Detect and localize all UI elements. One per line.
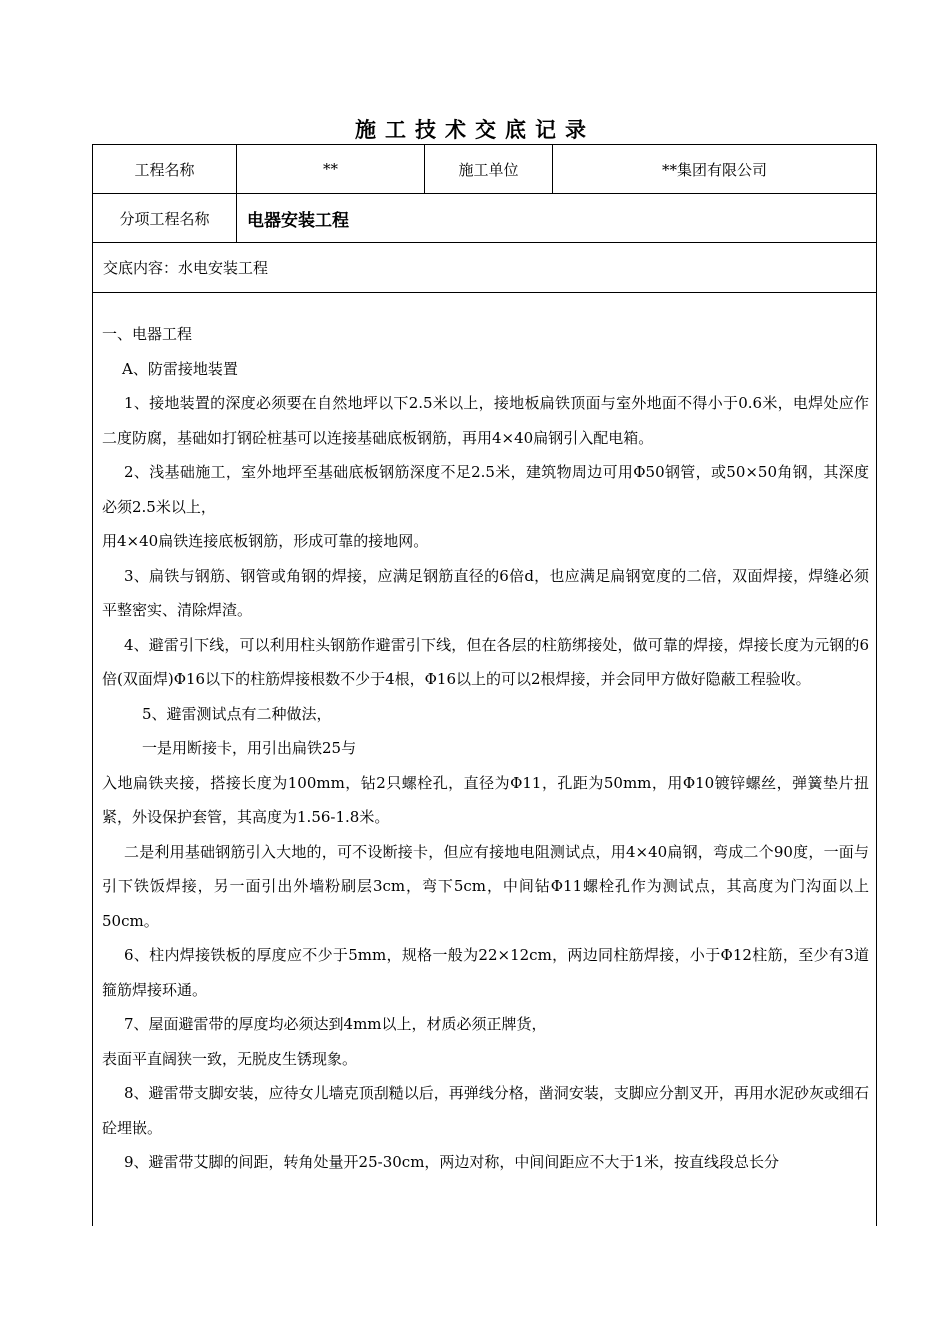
sub-project-value: 电器安装工程 [247,210,349,231]
section-heading: 一、电器工程 [102,325,193,343]
page-title: 施工技术交底记录 [355,118,595,142]
disclosure-body [93,317,878,1180]
paragraph: 一是用断接卡，用引出扁铁25与 [142,739,357,757]
paragraph: 2、浅基础施工，室外地坪至基础底板钢筋深度不足2.5米，建筑物周边可用Φ50钢管，或50×50角钢，其深度必须2.5米以上， [102,463,869,516]
paragraph: 4、避雷引下线，可以利用柱头钢筋作避雷引下线，但在各层的柱筋绑接处，做可靠的焊接，焊接长度为元钢的6倍(双面焊)Φ16以下的柱筋焊接根数不少于4根，Φ16以上的可以2根焊接，并会同甲方做好隐蔽工程验收。 [102,635,869,688]
paragraph: 二是利用基础钢筋引入大地的，可不设断接卡，但应有接地电阻测试点，用4×40扁钢，弯成二个90度，一面与引下铁饭焊接，另一面引出外墙粉刷层3cm，弯下5cm，中间钻Φ11螺栓孔作为测试点，其高度为门沟面以上50cm。 [102,842,869,930]
paragraph: 用4×40扁铁连接底板钢筋，形成可靠的接地网。 [102,532,429,550]
table-row [93,194,876,243]
project-name-value: ** [237,145,425,193]
project-name-label: 工程名称 [93,145,237,193]
paragraph: 1、接地装置的深度必须要在自然地坪以下2.5米以上，接地板扁铁顶面与室外地面不得小于0.6米，电焊处应作二度防腐，基础如打钢砼桩基可以连接基础底板钢筋，再用4×40扁钢引入配电箱。 [102,394,869,447]
subsection-heading: A、防雷接地装置 [122,359,238,378]
disclosure-content-label: 交底内容：水电安装工程 [103,259,269,277]
paragraph: 入地扁铁夹接，搭接长度为100mm，钻2只螺栓孔，直径为Φ11，孔距为50mm，用Φ10镀锌螺丝，弹簧垫片扭紧，外设保护套管，其高度为1.56-1.8米。 [102,773,869,826]
paragraph: 8、避雷带支脚安装，应待女儿墙克顶刮糙以后，再弹线分格，凿洞安装，支脚应分割叉开，再用水泥砂灰或细石砼埋嵌。 [102,1084,869,1137]
paragraph: 3、扁铁与钢筋、钢管或角钢的焊接，应满足钢筋直径的6倍d，也应满足扁钢宽度的二倍，双面焊接，焊缝必须平整密实、清除焊渣。 [102,566,869,619]
table-row [93,243,876,293]
paragraph: 表面平直阔狭一致，无脱皮生锈现象。 [102,1049,358,1068]
paragraph: 7、屋面避雷带的厚度均必须达到4mm以上，材质必须正牌货， [124,1015,547,1033]
construction-unit-label: 施工单位 [425,145,553,193]
table-row [93,145,876,194]
disclosure-record-table [92,144,877,1226]
sub-project-label: 分项工程名称 [93,194,237,242]
paragraph: 6、柱内焊接铁板的厚度应不少于5mm，规格一般为22×12cm，两边同柱筋焊接，小于Φ12柱筋，至少有3道箍筋焊接环通。 [102,946,869,999]
paragraph: 9、避雷带艾脚的间距，转角处量开25-30cm，两边对称，中间间距应不大于1米，按直线段总长分 [124,1153,779,1171]
paragraph: 5、避雷测试点有二种做法， [142,704,332,723]
construction-unit-value: **集团有限公司 [661,160,767,179]
